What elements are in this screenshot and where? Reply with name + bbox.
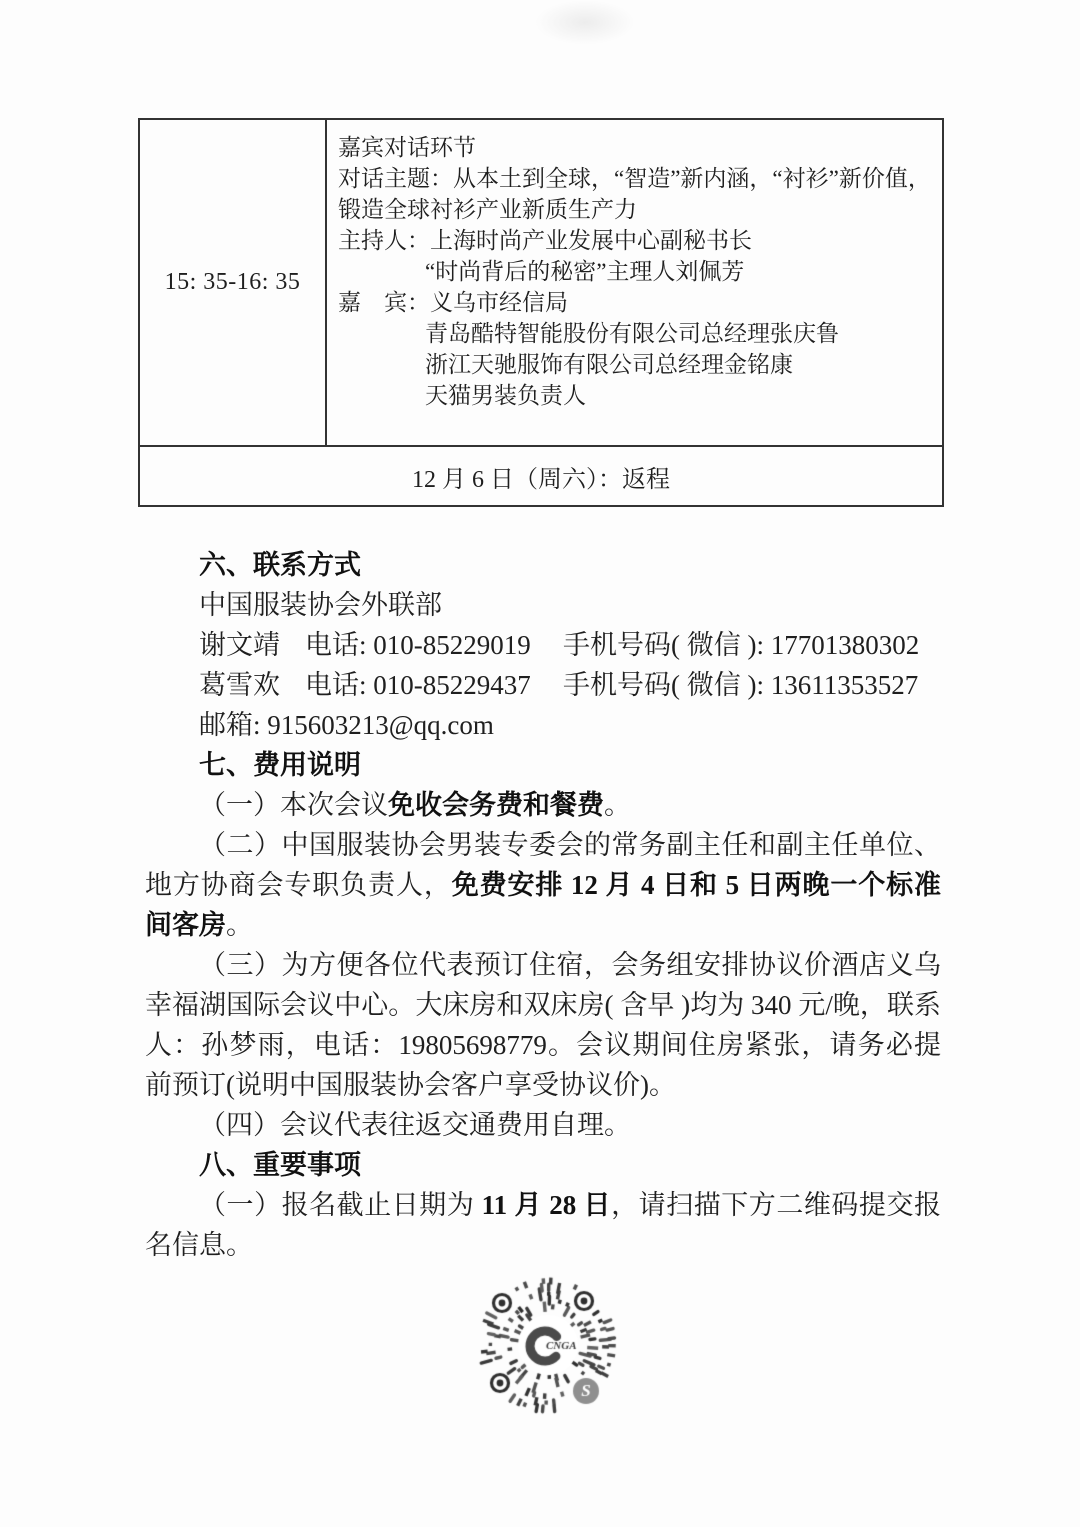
section-heading-important: 八、重要事项 [199,1150,361,1180]
schedule-line: 嘉宾对话环节 [338,135,476,160]
fee-text: 。 [604,790,631,820]
return-trip-row [139,446,943,506]
fee-text: （二）中国服装协会男装专委会的常务副主任和副主任单位、地方协商会专职负责人， [145,830,941,900]
return-trip-cell: 12 月 6 日（周六）：返程 [139,446,943,506]
contact-mobile: 手机号码( 微信 ): 17701380302 [563,630,920,660]
fee-bold-text: 免收会务费和餐费 [388,790,604,820]
schedule-line: “时尚背后的秘密”主理人刘佩芳 [425,259,745,284]
important-text: （一）报名截止日期为 [199,1190,482,1220]
document-body [145,545,941,1265]
schedule-line: 主持人：上海时尚产业发展中心副秘书长 [338,228,752,253]
session-row [139,119,943,446]
time-cell [139,119,326,446]
contact-phone: 电话: 010-85229437 [305,670,531,700]
session-cell [326,119,943,446]
important-item-1 [145,1185,941,1265]
contact-name: 谢文靖 [199,630,280,660]
important-bold-text: 11 月 28 日 [481,1190,612,1220]
contact-row [145,665,941,705]
fee-text: 。 [226,910,253,940]
miniprogram-qr-canvas [463,1260,633,1430]
section-heading-fees: 七、费用说明 [199,750,361,780]
fee-bold-text: 免费安排 12 月 4 日和 5 日两晚一个标准间客房 [145,870,942,940]
section-heading-contact: 六、联系方式 [199,550,361,580]
qr-code [0,1260,1080,1430]
fee-item-3: （三）为方便各位代表预订住宿，会务组安排协议价酒店义乌幸福湖国际会议中心。大床房和双床房( 含早 )均为 340 元/晚，联系人：孙梦雨，电话：19805698779。会议期间住房紧张，请务必提前预订(说明中国服装协会客户享受协议价)。 [145,950,941,1100]
contact-dept: 中国服装协会外联部 [199,590,442,620]
important-text: ，请扫描下方二维码提交报名信息。 [145,1190,942,1260]
fee-item-4: （四）会议代表往返交通费用自理。 [199,1110,631,1140]
schedule-line: 天猫男装负责人 [425,383,586,408]
scan-artifact [535,0,635,45]
contact-phone: 电话: 010-85229019 [305,630,531,660]
schedule-line: 青岛酷特智能股份有限公司总经理张庆鲁 [425,321,839,346]
fee-item-1 [145,785,941,825]
schedule-line: 嘉 宾：义乌市经信局 [338,290,568,315]
fee-text: （一）本次会议 [199,790,388,820]
contact-email: 邮箱: 915603213@qq.com [199,710,494,740]
schedule-line: 浙江天驰服饰有限公司总经理金铭康 [425,352,793,377]
fee-item-2 [145,825,941,945]
session-time: 15: 35-16: 35 [164,269,301,295]
contact-mobile: 手机号码( 微信 ): 13611353527 [563,670,919,700]
contact-name: 葛雪欢 [199,670,280,700]
contact-row [145,625,941,665]
schedule-line: 锻造全球衬衫产业新质生产力 [338,197,637,222]
agenda-table [138,118,944,507]
schedule-line: 对话主题：从本土到全球，“智造”新内涵，“衬衫”新价值， [338,166,931,191]
